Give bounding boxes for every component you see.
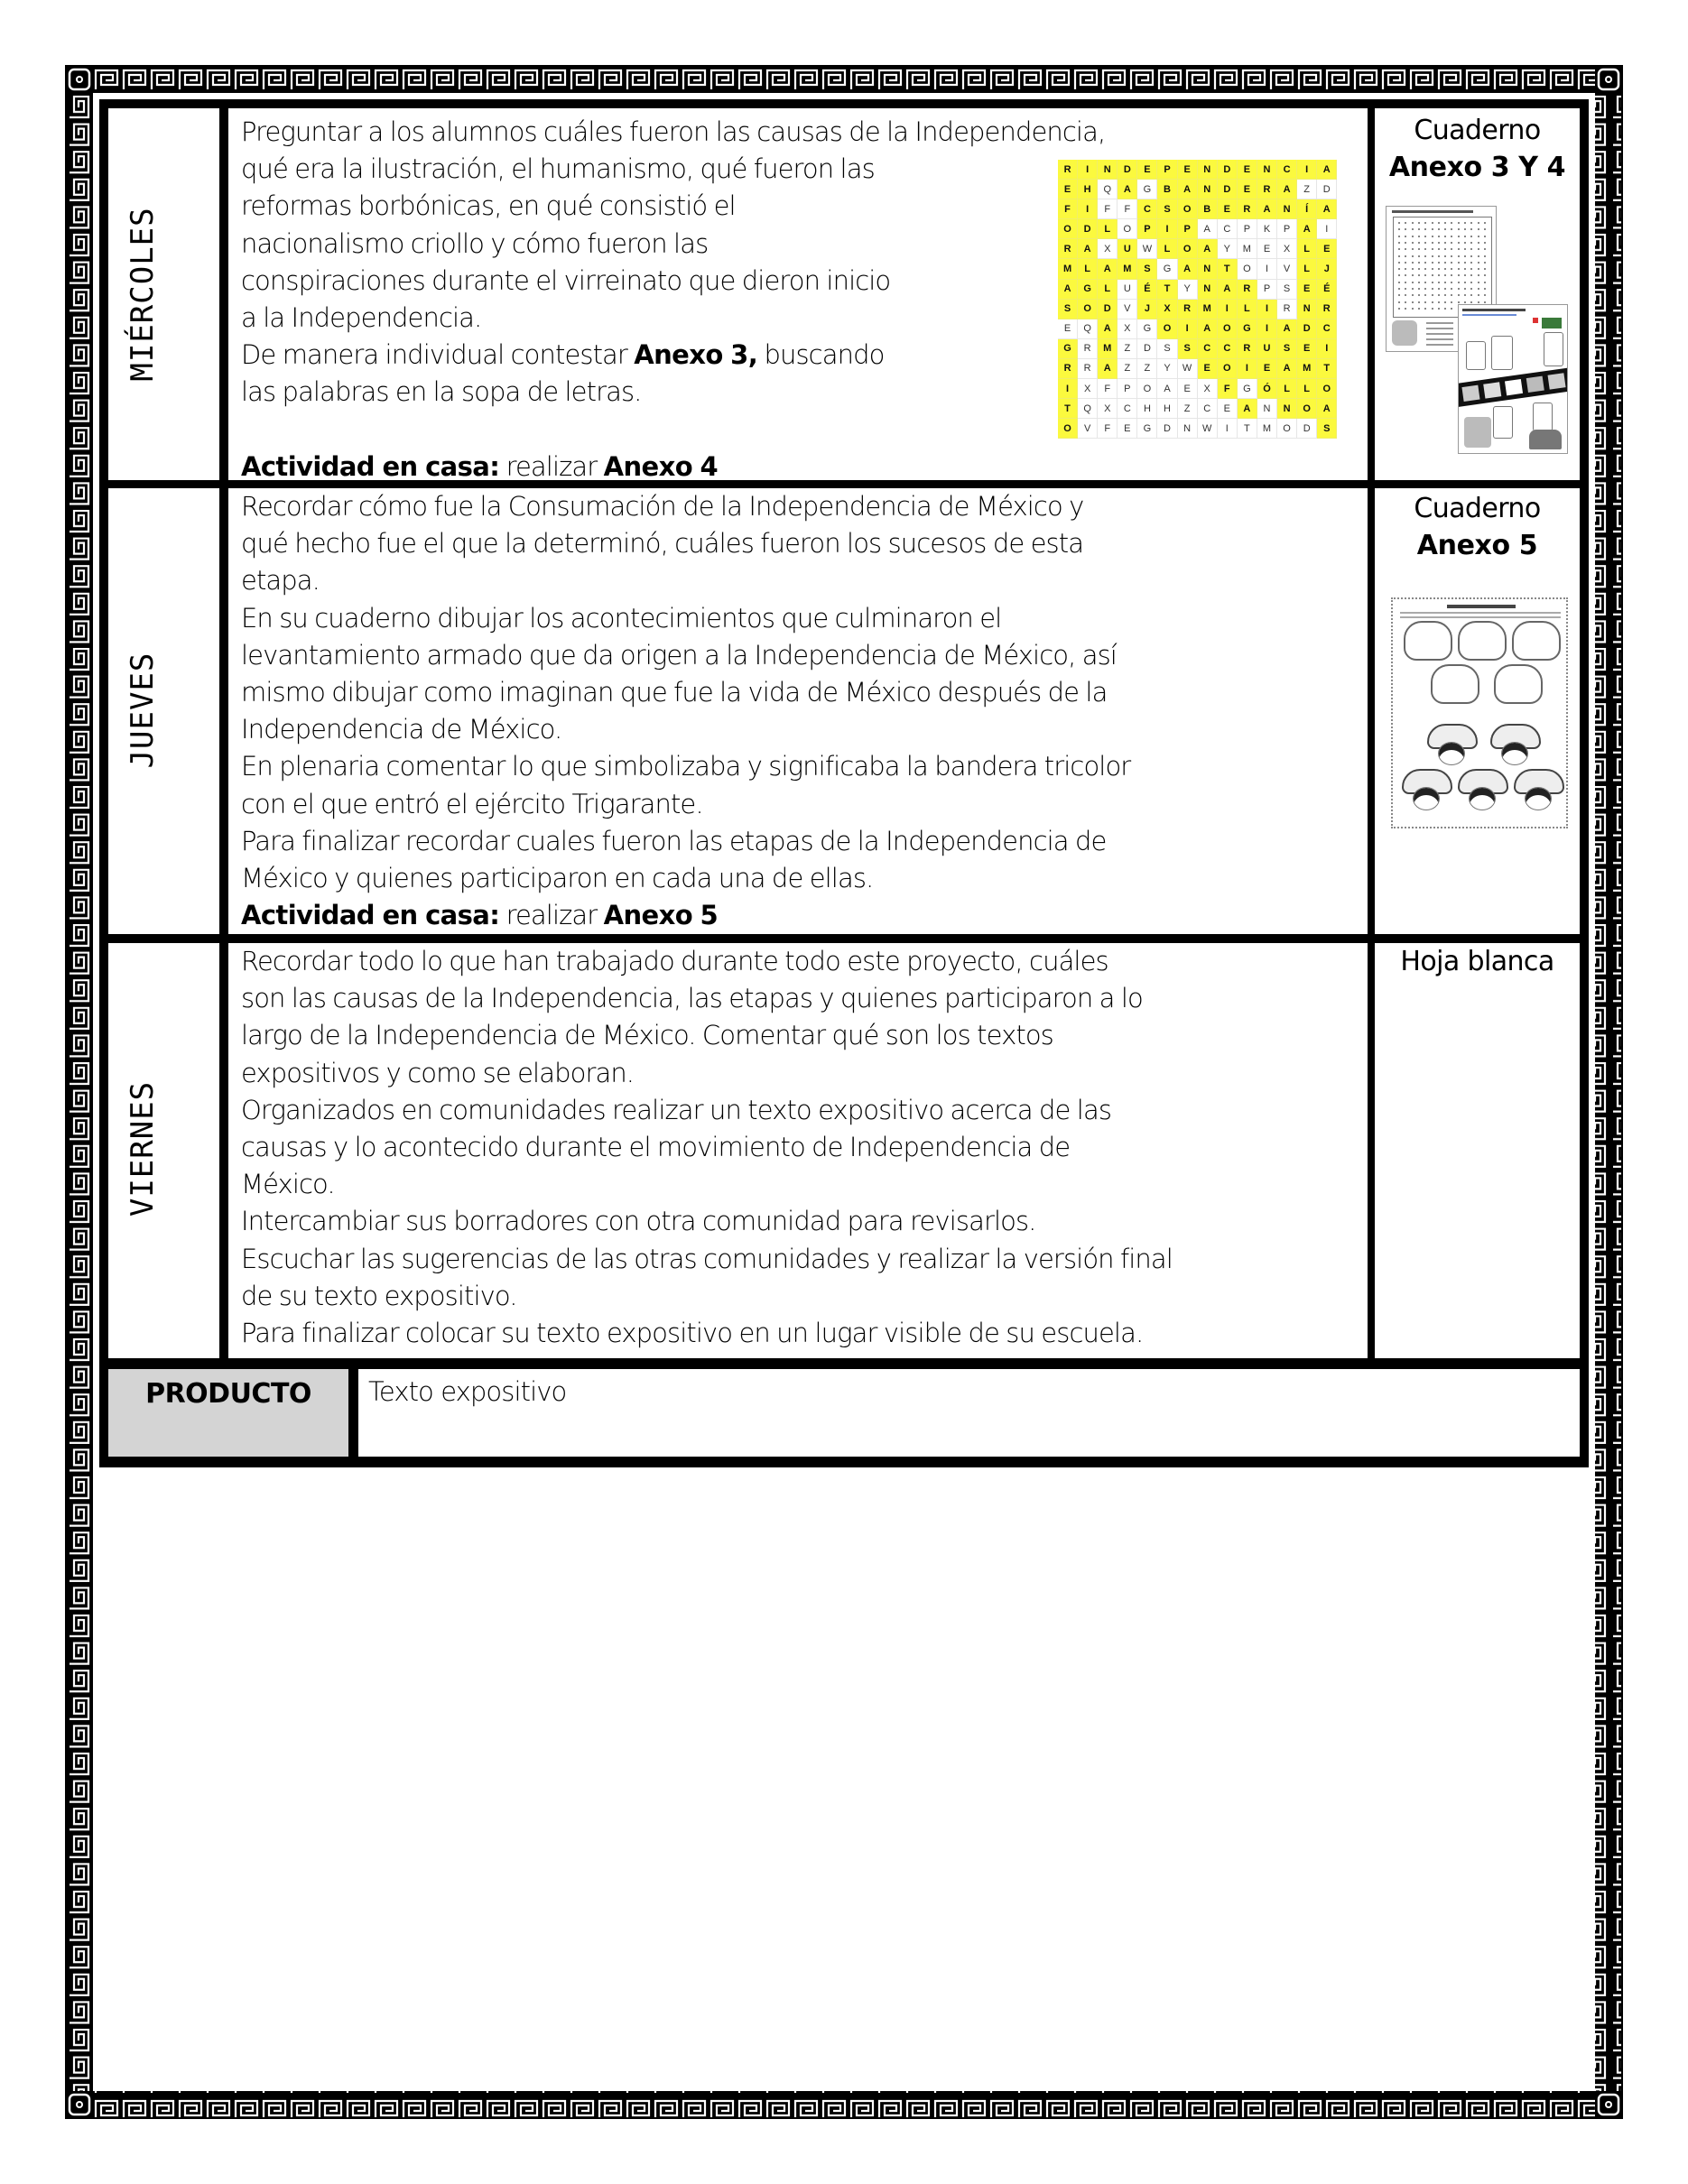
word-search-cell: K: [1257, 219, 1277, 239]
word-search-cell: N: [1257, 399, 1277, 419]
word-search-cell: R: [1238, 199, 1257, 219]
word-search-cell: A: [1257, 199, 1277, 219]
word-search-cell: O: [1157, 319, 1177, 339]
word-search-cell: A: [1218, 280, 1238, 300]
word-search-cell: R: [1178, 300, 1198, 319]
word-search-cell: P: [1118, 379, 1137, 399]
word-search-cell: H: [1078, 180, 1098, 199]
word-search-cell: E: [1218, 399, 1238, 419]
word-search-cell: C: [1218, 339, 1238, 359]
text-run: Preguntar a los alumnos cuáles fueron las causas de la Independencia,: [241, 116, 1106, 147]
word-search-cell: A: [1178, 259, 1198, 279]
word-search-cell: F: [1218, 379, 1238, 399]
text-line: [241, 1129, 1362, 1166]
text-run: De manera individual contestar: [241, 339, 635, 371]
text-run: de su texto expositivo.: [241, 1280, 517, 1311]
word-search-cell: R: [1257, 180, 1277, 199]
word-search-cell: A: [1317, 160, 1337, 180]
word-search-cell: Q: [1078, 399, 1098, 419]
text-run: levantamiento armado que da origen a la Independencia de México, así: [241, 639, 1117, 671]
word-search-cell: W: [1198, 419, 1218, 439]
word-search-cell: G: [1058, 339, 1078, 359]
word-search-cell: I: [1218, 300, 1238, 319]
word-search-cell: Z: [1297, 180, 1317, 199]
word-search-cell: X: [1277, 239, 1297, 259]
annex-4-thumbnail: [1458, 304, 1568, 454]
word-search-cell: L: [1297, 239, 1317, 259]
word-search-cell: I: [1078, 160, 1098, 180]
word-search-cell: I: [1238, 359, 1257, 379]
word-search-cell: S: [1277, 280, 1297, 300]
word-search-cell: O: [1238, 259, 1257, 279]
material-annex: Anexo 5: [1416, 530, 1538, 561]
word-search-cell: F: [1098, 379, 1118, 399]
word-search-cell: W: [1137, 239, 1157, 259]
word-search-cell: P: [1137, 219, 1157, 239]
word-search-cell: C: [1118, 399, 1137, 419]
word-search-cell: D: [1098, 300, 1118, 319]
word-search-cell: N: [1277, 399, 1297, 419]
text-run: Recordar todo lo que han trabajado durante todo este proyecto, cuáles: [241, 946, 1108, 976]
word-search-cell: I: [1317, 219, 1337, 239]
word-search-cell: Z: [1118, 339, 1137, 359]
word-search-cell: E: [1238, 180, 1257, 199]
word-search-cell: M: [1257, 419, 1277, 439]
day-cell-viernes: [108, 943, 219, 1358]
word-search-cell: I: [1297, 160, 1317, 180]
activity-text: [241, 488, 1362, 934]
text-line: [241, 600, 1362, 637]
bold-text: Anexo 4: [603, 450, 719, 480]
word-search-cell: D: [1297, 419, 1317, 439]
material-label: Cuaderno: [1414, 493, 1541, 524]
bold-text: Actividad en casa:: [241, 450, 500, 480]
text-run: En plenaria comentar lo que simbolizaba y significaba la bandera tricolor: [241, 751, 1131, 782]
word-search-cell: A: [1198, 239, 1218, 259]
producto-value: Texto expositivo: [368, 1376, 567, 1407]
word-search-cell: M: [1297, 359, 1317, 379]
bold-text: Anexo 3,: [634, 339, 758, 371]
word-search-cell: M: [1118, 259, 1137, 279]
text-line: [241, 1166, 1362, 1203]
word-search-cell: D: [1118, 160, 1137, 180]
word-search-cell: A: [1078, 239, 1098, 259]
word-search-cell: N: [1257, 160, 1277, 180]
text-run: qué era la ilustración, el humanismo, qué fueron las: [241, 153, 875, 185]
word-search-cell: E: [1317, 239, 1337, 259]
word-search-cell: A: [1277, 319, 1297, 339]
word-search-cell: T: [1238, 419, 1257, 439]
producto-label-cell: [108, 1369, 348, 1457]
word-search-cell: N: [1277, 199, 1297, 219]
day-cell-miercoles: [108, 108, 219, 480]
word-search-cell: I: [1157, 219, 1177, 239]
text-line: [241, 823, 1362, 860]
word-search-cell: L: [1157, 239, 1177, 259]
text-run: Escuchar las sugerencias de las otras comunidades y realizar la versión final: [241, 1243, 1173, 1274]
day-label: MIÉRCOLES: [125, 207, 161, 382]
word-search-cell: Z: [1118, 359, 1137, 379]
text-run: qué hecho fue el que la determinó, cuáles fueron los sucesos de esta: [241, 528, 1084, 560]
word-search-cell: A: [1178, 180, 1198, 199]
text-run: Intercambiar sus borradores con otra comunidad para revisarlos.: [241, 1206, 1036, 1237]
word-search-cell: Z: [1137, 359, 1157, 379]
word-search-cell: G: [1137, 180, 1157, 199]
word-search-cell: Q: [1078, 319, 1098, 339]
word-search-cell: L: [1297, 259, 1317, 279]
text-run: conspiraciones durante el virreinato que dieron inicio: [241, 264, 891, 296]
word-search-cell: E: [1178, 160, 1198, 180]
word-search-cell: F: [1098, 419, 1118, 439]
word-search-cell: N: [1198, 160, 1218, 180]
word-search-cell: P: [1257, 280, 1277, 300]
text-run: México.: [241, 1169, 335, 1200]
word-search-cell: F: [1098, 199, 1118, 219]
word-search-cell: D: [1218, 160, 1238, 180]
word-search-cell: P: [1157, 160, 1177, 180]
word-search-cell: B: [1157, 180, 1177, 199]
material-annex: Anexo 3 Y 4: [1388, 152, 1566, 183]
activity-text: [241, 943, 1362, 1352]
text-run: En su cuaderno dibujar los acontecimientos que culminaron el: [241, 602, 1002, 634]
word-search-cell: G: [1238, 319, 1257, 339]
word-search-cell: E: [1118, 419, 1137, 439]
word-search-cell: R: [1078, 359, 1098, 379]
word-search-cell: I: [1257, 259, 1277, 279]
word-search-cell: E: [1257, 239, 1277, 259]
text-line: [241, 1092, 1362, 1129]
word-search-cell: E: [1257, 359, 1277, 379]
text-run: a la Independencia.: [241, 301, 482, 333]
text-line: [241, 525, 1362, 562]
word-search-cell: U: [1118, 239, 1137, 259]
word-search-cell: X: [1157, 300, 1177, 319]
word-search-cell: A: [1118, 180, 1137, 199]
text-line: [241, 1241, 1362, 1278]
word-search-cell: C: [1198, 339, 1218, 359]
word-search-cell: R: [1317, 300, 1337, 319]
word-search-cell: A: [1198, 319, 1218, 339]
word-search-cell: H: [1137, 399, 1157, 419]
word-search-cell: S: [1277, 339, 1297, 359]
text-run: realizar: [499, 450, 604, 480]
word-search-cell: O: [1137, 379, 1157, 399]
word-search-cell: A: [1277, 180, 1297, 199]
word-search-cell: A: [1317, 399, 1337, 419]
word-search-cell: É: [1317, 280, 1337, 300]
word-search-cell: N: [1198, 180, 1218, 199]
word-search-cell: V: [1277, 259, 1297, 279]
text-line: [241, 637, 1362, 674]
word-search-cell: E: [1297, 339, 1317, 359]
bold-text: Actividad en casa:: [241, 900, 500, 931]
word-search-cell: I: [1178, 319, 1198, 339]
text-run: largo de la Independencia de México. Comentar qué son los textos: [241, 1020, 1053, 1051]
text-run: Para finalizar colocar su texto expositivo en un lugar visible de su escuela.: [241, 1317, 1144, 1348]
text-line: [241, 1278, 1362, 1315]
word-search-cell: R: [1238, 280, 1257, 300]
word-search-cell: O: [1218, 359, 1238, 379]
word-search-cell: U: [1257, 339, 1277, 359]
text-line: [241, 943, 1362, 980]
word-search-cell: Y: [1178, 280, 1198, 300]
word-search-cell: C: [1218, 219, 1238, 239]
text-run: las palabras en la sopa de letras.: [241, 376, 642, 408]
word-search-grid: [1058, 160, 1337, 439]
word-search-cell: S: [1178, 339, 1198, 359]
word-search-cell: B: [1198, 199, 1218, 219]
producto-label: PRODUCTO: [145, 1378, 311, 1410]
text-line: [241, 114, 1362, 151]
word-search-cell: N: [1198, 259, 1218, 279]
word-search-cell: T: [1218, 259, 1238, 279]
annex-5-thumbnail: [1391, 597, 1568, 828]
word-search-cell: O: [1218, 319, 1238, 339]
word-search-cell: F: [1118, 199, 1137, 219]
word-search-cell: M: [1098, 339, 1118, 359]
word-search-cell: O: [1277, 419, 1297, 439]
word-search-cell: A: [1098, 359, 1118, 379]
text-line: [241, 1017, 1362, 1054]
word-search-cell: W: [1178, 359, 1198, 379]
word-search-cell: I: [1257, 300, 1277, 319]
text-run: Independencia de México.: [241, 714, 562, 745]
word-search-cell: I: [1257, 319, 1277, 339]
text-run: realizar: [499, 900, 604, 931]
text-line: [241, 1203, 1362, 1240]
word-search-cell: A: [1058, 280, 1078, 300]
word-search-cell: Y: [1218, 239, 1238, 259]
word-search-cell: G: [1137, 419, 1157, 439]
material-cell-miercoles: [1375, 108, 1580, 480]
word-search-cell: S: [1157, 199, 1177, 219]
text-run: mismo dibujar como imaginan que fue la vida de México después de la: [241, 676, 1108, 708]
text-line: [241, 980, 1362, 1017]
word-search-cell: A: [1317, 199, 1337, 219]
text-line: [241, 488, 1362, 525]
text-run: Para finalizar recordar cuales fueron las etapas de la Independencia de: [241, 825, 1107, 856]
text-line: [241, 711, 1362, 748]
word-search-cell: D: [1137, 339, 1157, 359]
word-search-cell: D: [1218, 180, 1238, 199]
word-search-cell: A: [1297, 219, 1317, 239]
text-run: México y quienes participaron en cada una de ellas.: [241, 862, 874, 893]
word-search-cell: R: [1058, 160, 1078, 180]
word-search-cell: L: [1078, 259, 1098, 279]
word-search-cell: E: [1297, 280, 1317, 300]
word-search-cell: Z: [1178, 399, 1198, 419]
text-run: buscando: [757, 339, 885, 371]
word-search-cell: R: [1058, 239, 1078, 259]
day-label: VIERNES: [125, 1080, 161, 1217]
material-label: Hoja blanca: [1400, 946, 1554, 977]
border-right: [1595, 66, 1622, 2118]
word-search-cell: E: [1198, 359, 1218, 379]
word-search-cell: C: [1277, 160, 1297, 180]
word-search-cell: P: [1277, 219, 1297, 239]
word-search-cell: E: [1058, 180, 1078, 199]
text-line: [241, 562, 1362, 599]
word-search-cell: O: [1178, 239, 1198, 259]
word-search-cell: D: [1078, 219, 1098, 239]
word-search-cell: E: [1178, 379, 1198, 399]
word-search-cell: É: [1137, 280, 1157, 300]
text-run: son las causas de la Independencia, las etapas y quienes participaron a lo: [241, 983, 1143, 1014]
word-search-cell: P: [1238, 219, 1257, 239]
word-search-cell: X: [1118, 319, 1137, 339]
word-search-cell: L: [1098, 280, 1118, 300]
word-search-cell: N: [1297, 300, 1317, 319]
word-search-cell: M: [1198, 300, 1218, 319]
word-search-cell: X: [1078, 379, 1098, 399]
word-search-cell: Í: [1297, 199, 1317, 219]
word-search-cell: X: [1198, 379, 1218, 399]
word-search-cell: S: [1137, 259, 1157, 279]
word-search-cell: V: [1078, 419, 1098, 439]
text-line: [241, 1055, 1362, 1092]
material-cell-jueves: [1375, 488, 1580, 934]
word-search-cell: G: [1157, 259, 1177, 279]
word-search-cell: I: [1078, 199, 1098, 219]
word-search-cell: I: [1317, 339, 1337, 359]
word-search-cell: U: [1118, 280, 1137, 300]
word-search-cell: A: [1277, 359, 1297, 379]
text-line: [241, 897, 1362, 934]
word-search-cell: A: [1198, 219, 1218, 239]
word-search-cell: N: [1178, 419, 1198, 439]
material-label: Cuaderno: [1414, 115, 1541, 146]
bold-text: Anexo 5: [603, 900, 719, 931]
word-search-cell: T: [1317, 359, 1337, 379]
word-search-cell: O: [1317, 379, 1337, 399]
word-search-cell: E: [1238, 160, 1257, 180]
word-search-cell: G: [1238, 379, 1257, 399]
text-run: causas y lo acontecido durante el movimiento de Independencia de: [241, 1131, 1071, 1162]
text-line: [241, 674, 1362, 711]
producto-value-cell: [358, 1369, 1580, 1457]
text-line: [241, 860, 1362, 897]
word-search-cell: O: [1078, 300, 1098, 319]
word-search-cell: E: [1137, 160, 1157, 180]
text-run: reformas borbónicas, en qué consistió el: [241, 190, 736, 222]
word-search-cell: N: [1098, 160, 1118, 180]
word-search-cell: G: [1078, 280, 1098, 300]
text-run: etapa.: [241, 565, 320, 597]
word-search-cell: O: [1058, 219, 1078, 239]
word-search-cell: M: [1238, 239, 1257, 259]
word-search-cell: C: [1137, 199, 1157, 219]
content-cell-jueves: [228, 488, 1368, 934]
word-search-cell: O: [1297, 399, 1317, 419]
word-search-cell: J: [1137, 300, 1157, 319]
word-search-cell: N: [1198, 280, 1218, 300]
word-search-cell: R: [1078, 339, 1098, 359]
text-run: Recordar cómo fue la Consumación de la Independencia de México y: [241, 491, 1084, 522]
word-search-cell: R: [1238, 339, 1257, 359]
word-search-cell: I: [1218, 419, 1238, 439]
word-search-cell: V: [1118, 300, 1137, 319]
word-search-cell: T: [1157, 280, 1177, 300]
word-search-cell: Q: [1098, 180, 1118, 199]
word-search-cell: L: [1297, 379, 1317, 399]
material-cell-viernes: [1375, 943, 1580, 1358]
word-search-cell: T: [1058, 399, 1078, 419]
word-search-cell: R: [1277, 300, 1297, 319]
word-search-cell: L: [1277, 379, 1297, 399]
word-search-cell: D: [1297, 319, 1317, 339]
word-search-cell: L: [1238, 300, 1257, 319]
word-search-cell: Y: [1157, 359, 1177, 379]
word-search-cell: J: [1317, 259, 1337, 279]
border-left: [66, 66, 93, 2118]
word-search-cell: H: [1157, 399, 1177, 419]
content-cell-viernes: [228, 943, 1368, 1358]
word-search-cell: A: [1238, 399, 1257, 419]
word-search-cell: G: [1137, 319, 1157, 339]
word-search-cell: A: [1157, 379, 1177, 399]
text-run: expositivos y como se elaboran.: [241, 1057, 635, 1088]
text-line: [241, 786, 1362, 823]
border-top: [66, 66, 1622, 93]
text-line: [241, 1315, 1362, 1352]
word-search-cell: A: [1098, 319, 1118, 339]
word-search-cell: S: [1058, 300, 1078, 319]
word-search-cell: R: [1058, 359, 1078, 379]
word-search-cell: X: [1098, 399, 1118, 419]
word-search-cell: A: [1098, 259, 1118, 279]
word-search-cell: D: [1317, 180, 1337, 199]
word-search-cell: O: [1118, 219, 1137, 239]
word-search-cell: L: [1098, 219, 1118, 239]
word-search-cell: C: [1198, 399, 1218, 419]
word-search-cell: D: [1157, 419, 1177, 439]
word-search-cell: E: [1218, 199, 1238, 219]
word-search-cell: O: [1178, 199, 1198, 219]
word-search-cell: I: [1058, 379, 1078, 399]
word-search-cell: P: [1178, 219, 1198, 239]
content-cell-miercoles: [228, 108, 1368, 480]
word-search-cell: M: [1058, 259, 1078, 279]
day-cell-jueves: [108, 488, 219, 934]
day-label: JUEVES: [125, 652, 161, 769]
word-search-cell: C: [1317, 319, 1337, 339]
word-search-cell: S: [1157, 339, 1177, 359]
text-run: con el que entró el ejército Trigarante.: [241, 788, 703, 819]
border-bottom: [66, 2091, 1622, 2118]
text-run: nacionalismo criollo y cómo fueron las: [241, 227, 709, 259]
word-search-cell: E: [1058, 319, 1078, 339]
word-search-cell: Ó: [1257, 379, 1277, 399]
word-search-cell: O: [1058, 419, 1078, 439]
text-line: [241, 449, 1362, 480]
word-search-cell: F: [1058, 199, 1078, 219]
text-line: [241, 748, 1362, 785]
text-run: Organizados en comunidades realizar un texto expositivo acerca de las: [241, 1094, 1112, 1125]
word-search-cell: X: [1098, 239, 1118, 259]
word-search-cell: S: [1317, 419, 1337, 439]
